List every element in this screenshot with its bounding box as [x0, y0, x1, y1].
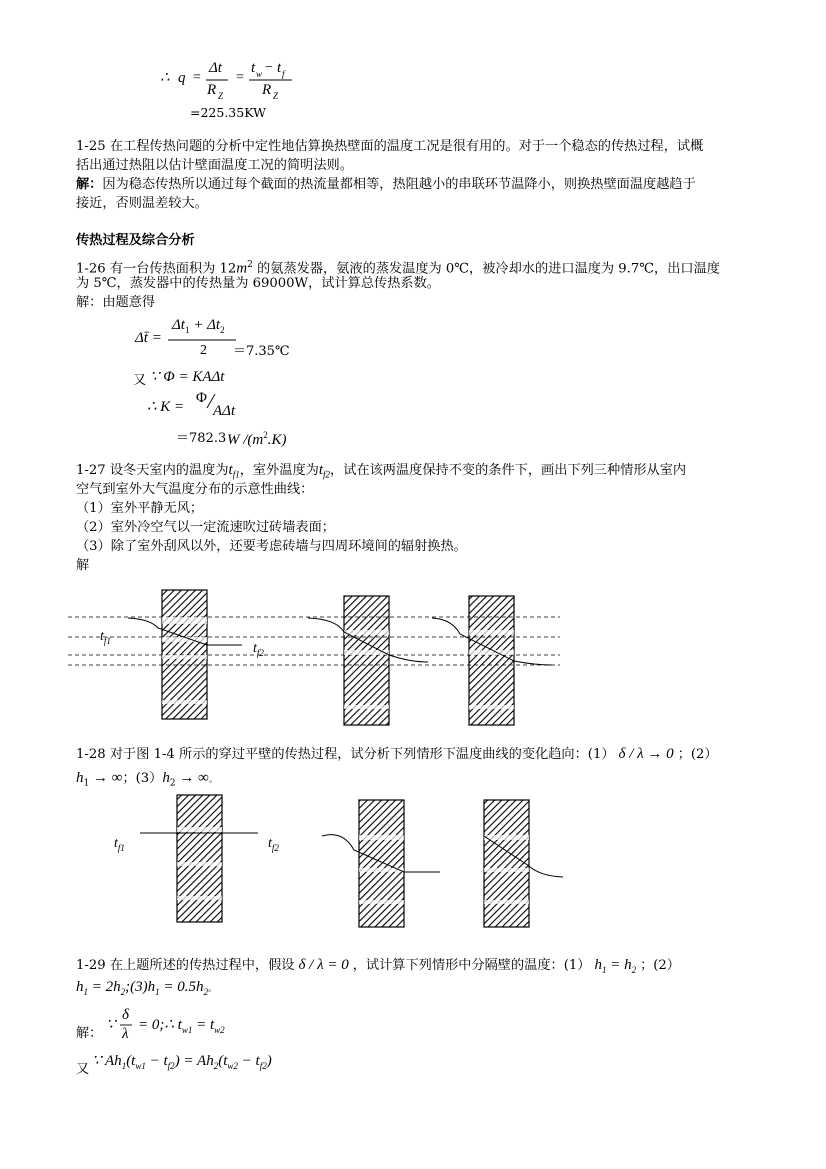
sol-eq-num: δ: [122, 1007, 129, 1023]
eq-phi-prefix: 又: [133, 373, 147, 388]
label-tf1: $t_{f1}$: [100, 629, 111, 646]
eq-phi: ∵ Φ = KAΔt: [150, 369, 225, 385]
eq-dt-result: ＝7.35℃: [233, 344, 290, 359]
eq-part: − t: [237, 1053, 260, 1069]
unit-part: W /(m: [227, 432, 264, 448]
problem-text-line: 1-25 在工程传热问题的分析中定性地估算换热壁面的温度工况是很有用的。对于一个稳态的传热过程，试概: [76, 139, 704, 154]
num-part: Δt: [172, 317, 185, 333]
fraction2-num-b-sub: f: [282, 69, 285, 79]
fraction2-den: R: [262, 82, 272, 98]
symbol-sub: f1: [232, 469, 240, 480]
case-sub: 2: [203, 987, 208, 997]
eq-part: ∵ Ah: [92, 1053, 122, 1069]
text-part: ，试计算下列情形中分隔壁的温度：(1）: [352, 958, 591, 973]
sol-eq-den: λ: [122, 1026, 129, 1042]
problem-text-line: 空气到室外大气温度分布的示意性曲线：: [76, 482, 314, 497]
case-sub: 1: [83, 987, 88, 997]
eq-part: ): [266, 1053, 272, 1069]
equals-sign-2: =: [236, 70, 244, 85]
case-end: 。: [208, 983, 218, 993]
answer-label: 解：: [76, 177, 103, 192]
eq-dt-left: Δt̄ =: [135, 330, 162, 346]
fraction2-num-b: t: [277, 60, 282, 76]
problem-text-line: 括出通过热阻以估计壁面温度工况的简明法则。: [76, 158, 353, 173]
result-value: =225.35KW: [190, 105, 266, 120]
text-part: ，室外温度为: [239, 463, 319, 478]
eq-k-num: Φ: [196, 390, 207, 406]
num-sub: 1: [184, 325, 190, 335]
unit-sup: 2: [247, 260, 253, 270]
label-tf2: $t_{f2}$: [268, 836, 279, 853]
text-part: ；(3）: [122, 771, 163, 786]
condition-2: h: [76, 770, 84, 786]
label-tf1: $t_{f1}$: [114, 836, 125, 853]
eq-sub: f2: [259, 1061, 267, 1071]
fraction-num: Δt: [209, 60, 222, 76]
symbol-t: t: [318, 462, 323, 478]
text-part: 1-28 对于图 1-4 所示的穿过平壁的传热过程，试分析下列情形下温度曲线的变化趋向：(1）: [76, 747, 615, 762]
text-part: ；(2）: [677, 747, 718, 762]
eq-part: (t: [126, 1053, 136, 1069]
case-sub: 2: [120, 987, 126, 997]
eq-sub: w2: [214, 1025, 225, 1035]
case-part: = 0.5h: [159, 979, 204, 995]
case-sub: 1: [601, 965, 607, 975]
solution-label: 解：: [76, 1026, 103, 1041]
eq-sub: w1: [135, 1061, 146, 1071]
eq-part: ) = Ah: [174, 1053, 214, 1069]
fraction-den: R: [207, 82, 217, 98]
symbol-sub: f2: [323, 469, 331, 480]
eq-part: (t: [218, 1053, 228, 1069]
eq-sub: 1: [121, 1061, 127, 1071]
eq-sub: 2: [213, 1061, 219, 1071]
text-part: 1-27 设冬天室内的温度为: [76, 463, 229, 478]
case-sub: 2: [631, 965, 637, 975]
text-part: 的氨蒸发器，氨液的蒸发温度为 0℃，被冷却水的进口温度为 9.7℃，出口温度: [252, 261, 720, 277]
num-sub: 2: [220, 325, 225, 335]
problem-text-line: 为 5℃，蒸发器中的传热量为 69000W，试计算总传热系数。: [76, 276, 440, 291]
fraction-slash: [207, 394, 215, 408]
text-part: ；(2）: [640, 958, 680, 973]
eq-k-result-value: ＝782.3: [176, 431, 227, 446]
solution-intro: 解：由题意得: [76, 295, 156, 310]
eq-sub: w2: [227, 1061, 238, 1071]
text-part: 1-29 在上题所述的传热过程中，假设: [76, 958, 295, 973]
condition-3: h: [162, 770, 170, 786]
eq-k-den: AΔt: [213, 403, 236, 419]
eq-sub: f2: [167, 1061, 175, 1071]
case-sub: 1: [155, 987, 160, 997]
answer-text: 因为稳态传热所以通过每个截面的热流量都相等，热阻越小的串联环节温降小，则换热壁面温度越趋于: [102, 177, 696, 192]
fraction2-num-a-sub: w: [256, 69, 263, 79]
symbol-t: t: [228, 462, 233, 478]
text-part: ，试在该两温度保持不变的条件下，画出下列三种情形从室内: [330, 463, 687, 478]
list-item: （1）室外平静无风；: [76, 501, 204, 516]
case-part: = h: [606, 957, 632, 973]
list-item: （2）室外冷空气以一定流速吹过砖墙表面；: [76, 520, 335, 535]
answer-text-line: 接近，否则温差较大。: [76, 196, 208, 211]
text-part: 1-26 有一台传热面积为 12: [76, 261, 237, 277]
section-title: 传热过程及综合分析: [76, 233, 195, 248]
eq-part: = 0;∴ t: [138, 1017, 182, 1033]
condition-3b: → ∞: [175, 770, 209, 786]
case-part: h: [76, 979, 84, 995]
condition: δ / λ = 0: [298, 957, 349, 973]
condition-2b: → ∞: [89, 770, 123, 786]
case-part: ;(3)h: [125, 979, 156, 995]
eq2-prefix: 又: [76, 1062, 90, 1077]
list-item: （3）除了室外刮风以外，还要考虑砖墙与四周环境间的辐射换热。: [76, 539, 467, 554]
eq-part: = t: [192, 1017, 215, 1033]
fraction2-minus: −: [265, 60, 273, 75]
eq-dt-den: 2: [200, 343, 207, 358]
case-part: h: [594, 957, 602, 973]
unit-part: .K): [267, 432, 287, 448]
fraction2-num-a: t: [251, 60, 256, 76]
text-part: 。: [208, 775, 218, 785]
sol-eq-pre: ∵: [106, 1017, 116, 1033]
label-tf2: $t_{f2}$: [253, 641, 264, 658]
q-symbol: q: [178, 70, 186, 86]
unit-sup: 2: [263, 430, 268, 440]
answer-label: 解: [76, 558, 90, 573]
fraction-den-sub: Z: [218, 91, 224, 101]
case-part: = 2h: [88, 979, 121, 995]
condition-sub: 2: [169, 778, 176, 789]
therefore-symbol: ∴: [160, 70, 170, 86]
eq-k-left: ∴ K =: [147, 399, 185, 415]
condition-1: δ / λ → 0: [618, 746, 674, 762]
eq-part: − t: [145, 1053, 168, 1069]
condition-sub: 1: [83, 778, 90, 789]
unit-m: m: [236, 260, 248, 277]
num-part: + Δt: [189, 317, 221, 333]
equals-sign: =: [193, 70, 201, 85]
fraction2-den-sub: Z: [273, 91, 279, 101]
eq-sub: w1: [181, 1025, 193, 1035]
